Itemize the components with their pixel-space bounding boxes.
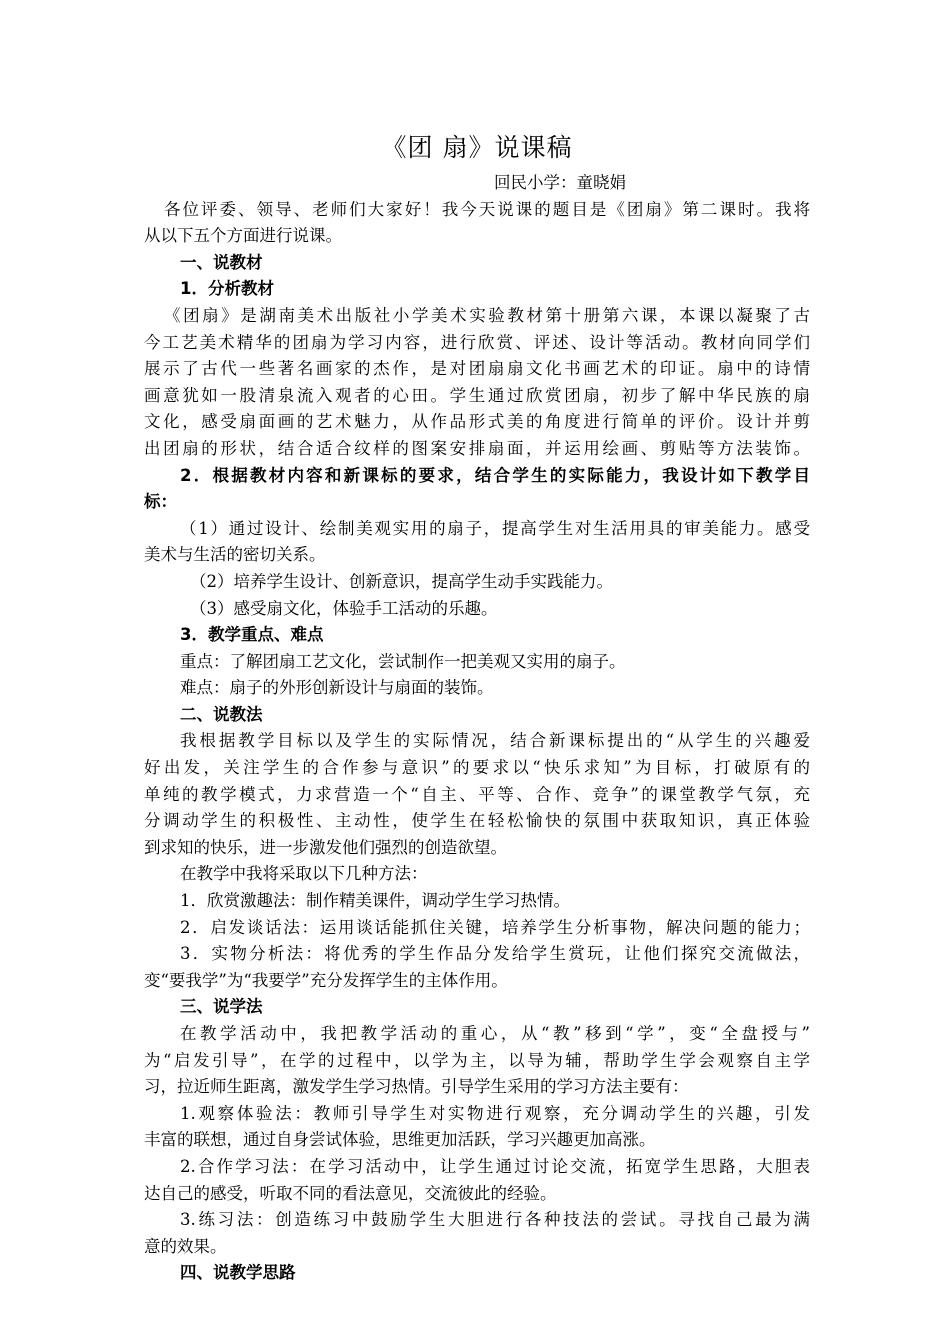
paragraph-line: 在教学活动中，我把教学活动的重心，从“教”移到“学”，变“全盘授与”: [180, 1024, 810, 1043]
document-title: 《团 扇》说课稿: [381, 133, 573, 162]
paragraph-line: 我根据教学目标以及学生的实际情况，结合新课标提出的“从学生的兴趣爱: [180, 731, 810, 751]
paragraph-line: 展示了古代一些著名画家的杰作，是对团扇扇文化书画艺术的印证。扇中的诗情: [144, 359, 810, 379]
learning-method-1-line: 1.观察体验法：教师引导学生对实物进行观察，充分调动学生的兴趣，引发: [180, 1103, 810, 1123]
method-3-line: 变“要我学”为“我要学”充分发挥学生的主体作用。: [144, 970, 508, 990]
goal-2: （2）培养学生设计、创新意识，提高学生动手实践能力。: [190, 571, 613, 591]
paragraph-line: 单纯的教学模式，力求营造一个“自主、平等、合作、竞争”的课堂教学气氛，充: [144, 784, 810, 804]
method-1: 1．欣赏激趣法：制作精美课件，调动学生学习热情。: [180, 891, 570, 911]
section-1-2-heading-cont: 标：: [144, 492, 177, 512]
document-page: [144, 130, 810, 1287]
paragraph-line: 文化，感受扇面画的艺术魅力，从作品形式美的角度进行简单的评价。设计并剪: [144, 412, 810, 432]
learning-method-2-line: 2.合作学习法：在学习活动中，让学生通过讨论交流，拓宽学生思路，大胆表: [180, 1156, 810, 1176]
section-1-1-heading: 1．分析教材: [180, 279, 274, 299]
section-3-heading: 三、说学法: [180, 997, 263, 1017]
key-point: 重点：了解团扇工艺文化，尝试制作一把美观又实用的扇子。: [180, 651, 626, 671]
paragraph-line: 好出发，关注学生的合作参与意识”的要求以“快乐求知”为目标，打破原有的: [144, 758, 810, 778]
goal-1-line: （1）通过设计、绘制美观实用的扇子，提高学生对生活用具的审美能力。感受: [180, 518, 810, 538]
section-2-heading: 二、说教法: [180, 704, 263, 724]
section-1-2-heading: 2．根据教材内容和新课标的要求，结合学生的实际能力，我设计如下教学目: [180, 465, 810, 485]
learning-method-3-line: 3.练习法：创造练习中鼓励学生大胆进行各种技法的尝试。寻找自己最为满: [180, 1210, 810, 1230]
paragraph-line: 习，拉近师生距离，激发学生学习热情。引导学生采用的学习方法主要有：: [144, 1077, 689, 1097]
intro-line-2: 从以下五个方面进行说课。: [144, 226, 342, 246]
paragraph-line: 今工艺美术精华的团扇为学习内容，进行欣赏、评述、设计等活动。教材向同学们: [144, 332, 810, 352]
goal-3: （3）感受扇文化，体验手工活动的乐趣。: [190, 598, 498, 618]
section-4-heading: 四、说教学思路: [180, 1263, 296, 1283]
author-line: 回民小学：童晓娟: [494, 173, 626, 192]
section-1-3-heading: 3．教学重点、难点: [180, 625, 324, 645]
paragraph-line: 画意犹如一股清泉流入观者的心田。学生通过欣赏团扇，初步了解中华民族的扇: [144, 385, 810, 405]
paragraph-line: 分调动学生的积极性、主动性，使学生在轻松愉快的氛围中获取知识，真正体验: [144, 811, 810, 831]
learning-method-3-line: 意的效果。: [144, 1236, 227, 1256]
method-2: 2．启发谈话法：运用谈话能抓住关键，培养学生分析事物，解决问题的能力；: [180, 917, 810, 937]
learning-method-1-line: 丰富的联想，通过自身尝试体验，思维更加活跃，学习兴趣更加高涨。: [144, 1130, 656, 1150]
intro-line-1: 各位评委、领导、老师们大家好！我今天说课的题目是《团扇》第二课时。我将: [164, 199, 810, 219]
section-1-heading: 一、说教材: [180, 252, 263, 272]
difficulty-point: 难点：扇子的外形创新设计与扇面的装饰。: [180, 678, 494, 698]
goal-1-line: 美术与生活的密切关系。: [144, 545, 326, 565]
method-3-line: 3．实物分析法：将优秀的学生作品分发给学生赏玩，让他们探究交流做法，: [180, 944, 810, 964]
paragraph-line: 《团扇》是湖南美术出版社小学美术实验教材第十册第六课，本课以凝聚了古: [164, 305, 810, 325]
paragraph-line: 为“启发引导”，在学的过程中，以学为主，以导为辅，帮助学生学会观察自主学: [144, 1050, 810, 1070]
paragraph-line: 出团扇的形状，结合适合纹样的图案安排扇面，并运用绘画、剪贴等方法装饰。: [144, 438, 810, 458]
learning-method-2-line: 达自己的感受，听取不同的看法意见，交流彼此的经验。: [144, 1183, 557, 1203]
methods-intro: 在教学中我将采取以下几种方法：: [180, 864, 428, 884]
paragraph-line: 到求知的快乐，进一步激发他们强烈的创造欲望。: [144, 837, 507, 857]
